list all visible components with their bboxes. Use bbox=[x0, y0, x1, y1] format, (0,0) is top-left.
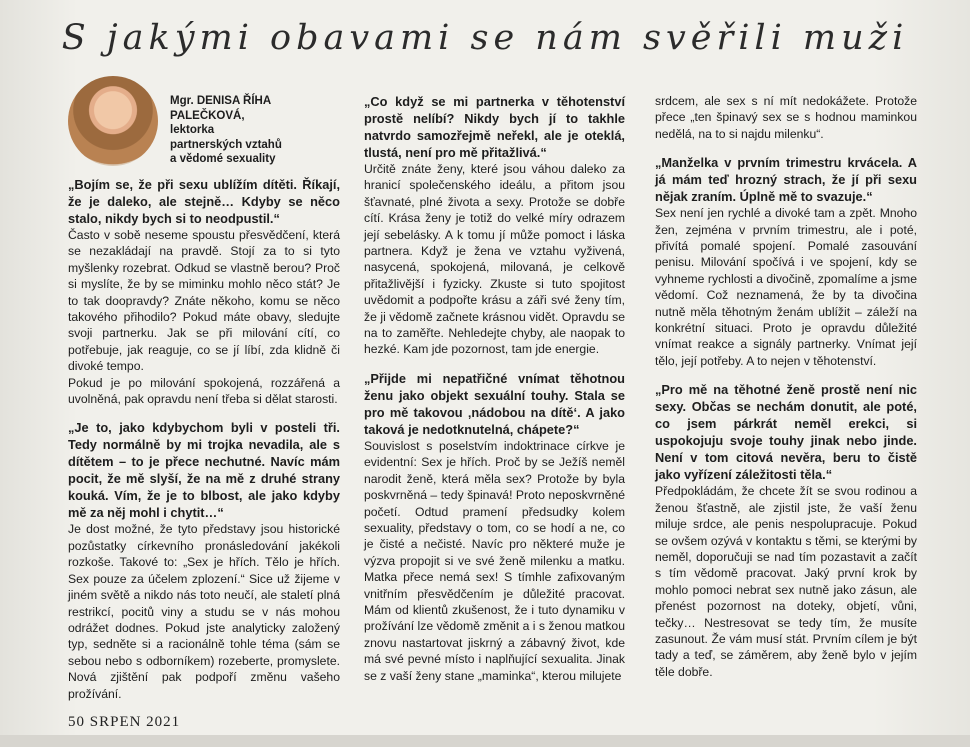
answer-paragraph: Je dost možné, že tyto představy jsou historické pozůstatky církevního pronásledování jakékoli rozkoše. Takové to: „Sex je hřích. Tělo je hřích. Sex pouze za účelem zplození.“ Sice už žijeme v jiném světě a nikdo nás toto neučí, ale staletí plná restrikcí, pocitů viny a studu se v nás mohou odrážet dodnes. Pokud jste analyticky založený typ, sedněte si a racionálně tohle téma (sám se sebou nebo s odborníkem) rozeberte, promyslete. Nová zjištění pak podpoří změnu vašeho prožívání. bbox=[68, 522, 340, 701]
answer-paragraph: Určitě znáte ženy, které jsou váhou daleko za hranicí společenského ideálu, a přitom jsou šťavnaté, plné života a sexy. Protože se dobře cítí. Krása ženy je totiž do velké míry odrazem její sebelásky. A k tomu jí může pomoct i láska partnera. Když je žena ve vztahu vyživená, nasycená, spokojená, milovaná, je celkově přitažlivější i fyzicky. Zkuste si tuto spojitost uvědomit a podpořte krásu a záři své ženy tím, že ji vědomě začnete krásnou vidět. Opravdu se na to zaměřte. Nehledejte chyby, ale naopak to hezké. Kam jde pozornost, tam jde energie. bbox=[364, 162, 625, 357]
author-role-line: a vědomé sexuality bbox=[170, 153, 276, 166]
question-heading: „Bojím se, že při sexu ublížím dítěti. Říkají, že je daleko, ale stejně… Kdyby se něco stalo, nikdy bych si to neodpustil.“ bbox=[68, 177, 340, 226]
answer-paragraph: Pokud je po milování spokojená, rozzářená a uvolněná, pak opravdu není třeba si dělat starosti. bbox=[68, 375, 340, 407]
author-role-line: partnerských vztahů bbox=[170, 138, 282, 151]
author-role-line: lektorka bbox=[170, 124, 215, 137]
answer-paragraph: Souvislost s poselstvím indoktrinace církve je evidentní: Sex je hřích. Proč by se Ježíš neměl narodit ženě, která měla sex? Protože by byla poskvrněná – tedy špinavá! Proto neposkvrněné početí. Odtud pramení předsudky kolem sexuality, představy o tom, co se hodí a ne, co je čisté a nečisté. Navíc pro některé muže je výzva propojit si ve své ženě milenku a matku. Matka přece nemá sex! S tímhle zafixovaným vnitřním přesvědčením je důležité pracovat. Mám od klientů zkušenost, že i tuto dynamiku v prožívání lze vědomě změnit a i s ženou matkou znovu nastartovat jiskrný a zábavný život, kde má své pevné místo i naplňující sexualita. Jinak se z vaší ženy stane „maminka“, kterou milujete bbox=[364, 438, 625, 683]
page-footer bbox=[68, 714, 180, 731]
author-photo bbox=[68, 76, 158, 166]
question-heading: „Co když se mi partnerka v těhotenství prostě nelíbí? Nikdy bych jí to takhle natvrdo samozřejmě neřekl, ale je oteklá, tlustá, není pro mě přitažlivá.“ bbox=[364, 94, 625, 160]
issue-label: SRPEN 2021 bbox=[89, 714, 181, 730]
question-heading: „Je to, jako kdybychom byli v posteli tři. Tedy normálně by mi trojka nevadila, ale s dítětem – to je přece nechutné. Navíc mám pocit, že mě slyší, že na mě z druhé strany kouká. Vím, že je to blbost, ale jako kdyby mě za něj mohl i chytit…“ bbox=[68, 420, 340, 521]
answer-paragraph: Sex není jen rychlé a divoké tam a zpět. Mnoho žen, zejména v prvním trimestru, ale i poté, přivítá pomalé spojení. Pomalé zasouvání penisu. Milování spočívá i ve spojení, kdy se vyhneme rychlosti a divočině, zpomalíme a jsme vědomí. Což neznamená, že by ta divočina nutně měla těhotným ženám ublížit – záleží na konkrétní situaci. Proto je opravdu důležité vnímat reakce a signály partnerky. Vnímat její tělo, její potřeby. A to nejen v těhotenství. bbox=[655, 206, 917, 368]
column-3 bbox=[655, 93, 917, 680]
question-heading: „Manželka v prvním trimestru krvácela. A já mám teď hrozný strach, že jí při sexu nějak zraním. Úplně mě to svazuje.“ bbox=[655, 155, 917, 205]
page-title: S jakými obavami se nám svěřili muži bbox=[61, 18, 909, 58]
page-number: 50 bbox=[68, 714, 85, 730]
answer-paragraph: Často v sobě neseme spoustu přesvědčení, která se nezakládají na pravdě. Stojí za to si tyto myšlenky rozebrat. Odkud se vlastně berou? Proč si myslíte, že by se miminku mohlo něco stát? Je to tak doopravdy? Znáte někoho, komu se něco takového přihodilo? Pokud máte obavy, sledujte svoji partnerku. Jak se při milování cítí, co potřebuje, jak reaguje, co se jí líbí, zda klidně či divoké tempo. bbox=[68, 228, 340, 374]
author-info bbox=[170, 94, 345, 167]
page-edge bbox=[0, 735, 970, 747]
question-heading: „Pro mě na těhotné ženě prostě není nic sexy. Občas se nechám donutit, ale poté, co jsem párkrát neměl erekci, si uspokojuju svoje touhy jinak nebo jinde. Není v tom citová nevěra, beru to čistě jako vyřízení záležitosti těla.“ bbox=[655, 382, 917, 483]
question-heading: „Přijde mi nepatřičné vnímat těhotnou ženu jako objekt sexuální touhy. Stala se pro mě takovou ‚nádobou na dítě‘. A jako taková je nedotknutelná, chápete?“ bbox=[364, 370, 625, 437]
column-2 bbox=[364, 93, 625, 684]
answer-paragraph: Předpokládám, že chcete žít se svou rodinou a ženou šťastně, ale zjistil jste, že vaší ženu miluje srdce, ale penis nespolupracuje. Pokud se ovšem ozývá v kontaktu s těmi, se kterými by neměl, doporučuji se nad tím pozastavit a začít s tím vědomě pracovat. Jaký první krok by mohlo pomoci nebrat sex nutně jako zásun, ale přenést pozornost na doteky, objetí, vůni, tečky… Nestresovat se tedy tím, že musíte zasunout. Že vám musí stát. Prvním cílem je být tady a teď, se záměrem, aby ženě bylo v jejím těle dobře. bbox=[655, 484, 917, 679]
answer-paragraph: srdcem, ale sex s ní mít nedokážete. Protože přece „ten špinavý sex se s hodnou maminkou nedělá, na to si najdu milenku“. bbox=[655, 94, 917, 141]
author-name: Mgr. DENISA ŘÍHA PALEČKOVÁ, bbox=[170, 95, 271, 122]
column-1 bbox=[68, 176, 340, 702]
